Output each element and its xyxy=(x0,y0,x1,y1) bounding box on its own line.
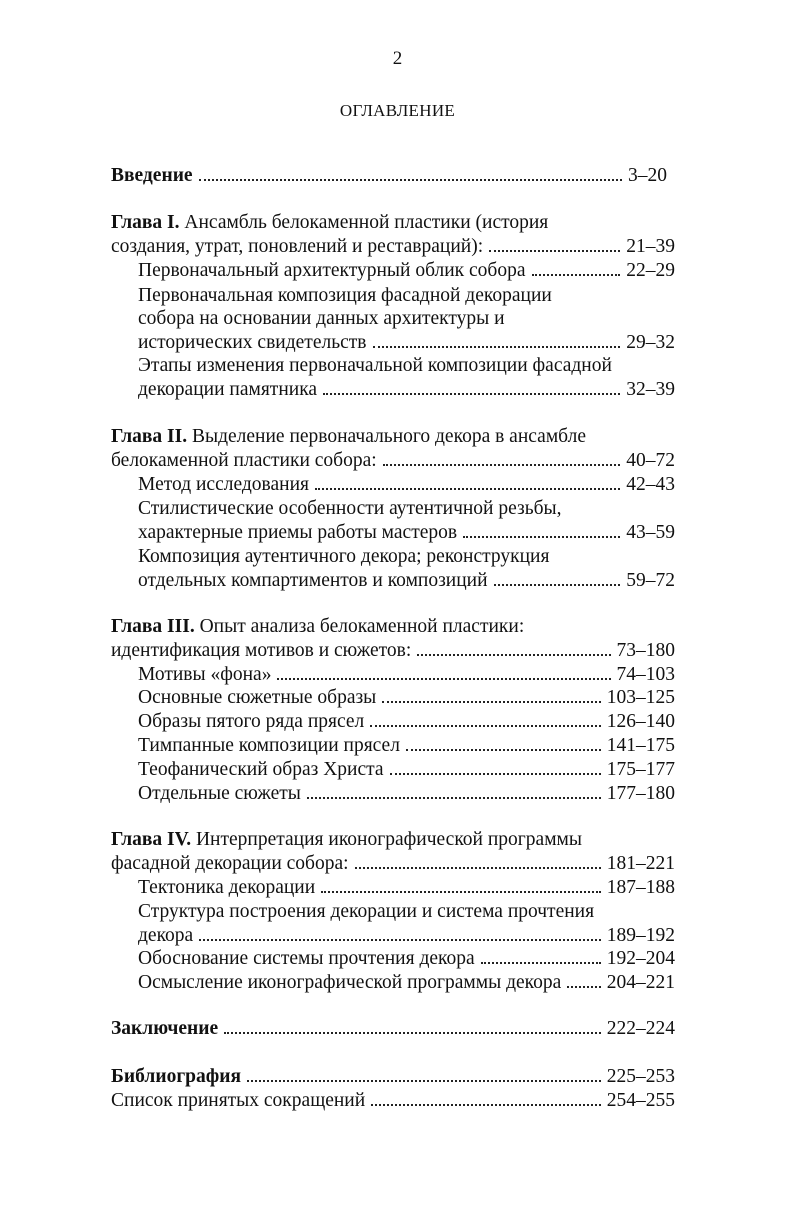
leader-dots xyxy=(481,962,601,964)
toc-ch2-s1-title: Метод исследования xyxy=(138,474,309,495)
toc-ch1-s3-line2 xyxy=(138,378,675,402)
toc-ch3-s5 xyxy=(138,758,675,782)
toc-ch3-s1-title: Мотивы «фона» xyxy=(138,664,272,685)
leader-dots xyxy=(373,346,621,348)
leader-dots xyxy=(417,654,610,656)
toc-ch1-line2 xyxy=(111,235,675,259)
leader-dots xyxy=(371,1104,601,1106)
page-title: ОГЛАВЛЕНИЕ xyxy=(339,101,456,120)
toc-ch2-label: Глава II. xyxy=(111,426,188,447)
leader-dots xyxy=(307,797,601,799)
toc-ch3-s2-pages: 103–125 xyxy=(606,687,675,708)
toc-ch1-s2-line2: собора на основании данных архитектуры и xyxy=(138,308,505,329)
toc-ch1-s2-title: исторических свидетельств xyxy=(138,332,367,353)
toc-ch1-s2-line1: Первоначальная композиция фасадной декорации xyxy=(138,285,552,306)
toc-ch2-s2-line2 xyxy=(138,521,675,545)
toc-ch3-pages: 73–180 xyxy=(616,640,675,661)
toc-ch3-s3 xyxy=(138,710,675,734)
toc-ch3-s6-title: Отдельные сюжеты xyxy=(138,783,301,804)
toc-ch2-s2-title: характерные приемы работы мастеров xyxy=(138,522,458,543)
leader-dots xyxy=(199,179,622,181)
toc-ch3-title-2: идентификация мотивов и сюжетов: xyxy=(111,640,412,661)
toc-ch3-s2-title: Основные сюжетные образы xyxy=(138,687,377,708)
toc-entry-conclusion xyxy=(111,1017,675,1041)
toc-ch1-s1-title: Первоначальный архитектурный облик собора xyxy=(138,260,526,281)
toc-ch2-title-1: Выделение первоначального декора в ансамбле xyxy=(191,426,586,447)
leader-dots xyxy=(247,1080,601,1082)
toc-ch2-pages: 40–72 xyxy=(626,450,675,471)
toc-ch3-line2 xyxy=(111,639,675,663)
toc-ch3-s3-title: Образы пятого ряда прясел xyxy=(138,711,365,732)
toc-ch2-s1 xyxy=(138,473,675,497)
leader-dots xyxy=(277,678,610,680)
toc-bibliography-label: Библиография xyxy=(111,1066,242,1087)
leader-dots xyxy=(224,1032,601,1034)
toc-ch3-s3-pages: 126–140 xyxy=(606,711,675,732)
toc-ch1-s2-pages: 29–32 xyxy=(626,332,675,353)
toc-ch4-s3-title: Обоснование системы прочтения декора xyxy=(138,948,475,969)
toc-ch1-title-2: создания, утрат, поновлений и реставраций): xyxy=(111,236,484,257)
toc-ch4-line2 xyxy=(111,852,675,876)
toc-ch4-s2-line1: Структура построения декорации и система прочтения xyxy=(138,901,595,922)
toc-ch2-line1 xyxy=(111,425,586,449)
toc-ch1-s1-pages: 22–29 xyxy=(626,260,675,281)
leader-dots xyxy=(390,773,601,775)
toc-intro-label: Введение xyxy=(111,165,193,186)
leader-dots xyxy=(355,867,601,869)
toc-ch3-s2 xyxy=(138,686,675,710)
toc-ch4-pages: 181–221 xyxy=(606,853,675,874)
leader-dots xyxy=(406,749,601,751)
toc-ch2-s3-title: отдельных компартиментов и композиций xyxy=(138,570,488,591)
toc-entry-bibliography xyxy=(111,1065,675,1089)
toc-ch2-s2-line1: Стилистические особенности аутентичной резьбы, xyxy=(138,498,562,519)
toc-conclusion-label: Заключение xyxy=(111,1018,219,1039)
toc-ch4-s2-pages: 189–192 xyxy=(606,925,675,946)
toc-abbreviations-label: Список принятых сокращений xyxy=(111,1090,366,1111)
leader-dots xyxy=(323,393,620,395)
toc-ch4-s4 xyxy=(138,971,675,995)
toc-ch2-s2-pages: 43–59 xyxy=(626,522,675,543)
toc-ch2-title-2: белокаменной пластики собора: xyxy=(111,450,377,471)
toc-ch3-s1-pages: 74–103 xyxy=(616,664,675,685)
toc-entry-abbreviations xyxy=(111,1089,675,1113)
toc-ch2-s1-pages: 42–43 xyxy=(626,474,675,495)
toc-ch4-label: Глава IV. xyxy=(111,829,192,850)
toc-ch4-s3 xyxy=(138,947,675,971)
toc-ch1-line1 xyxy=(111,211,548,235)
page-number: 2 xyxy=(392,48,403,69)
leader-dots xyxy=(199,939,601,941)
toc-ch4-s1 xyxy=(138,876,675,900)
leader-dots xyxy=(463,536,620,538)
leader-dots xyxy=(494,584,621,586)
toc-ch4-s4-pages: 204–221 xyxy=(606,972,675,993)
toc-ch4-s2-line2 xyxy=(138,924,675,948)
leader-dots xyxy=(370,725,601,727)
toc-ch1-pages: 21–39 xyxy=(626,236,675,257)
toc-entry-intro xyxy=(111,164,667,188)
toc-ch3-s4 xyxy=(138,734,675,758)
leader-dots xyxy=(567,986,600,988)
leader-dots xyxy=(315,488,620,490)
toc-ch4-title-1: Интерпретация иконографической программы xyxy=(195,829,582,850)
toc-ch3-s4-title: Тимпанные композиции прясел xyxy=(138,735,400,756)
toc-ch2-s3-line1: Композиция аутентичного декора; реконструкция xyxy=(138,546,550,567)
toc-ch2-s3-line2 xyxy=(138,569,675,593)
toc-ch1-title-1: Ансамбль белокаменной пластики (история xyxy=(184,212,549,233)
toc-ch4-s3-pages: 192–204 xyxy=(606,948,675,969)
leader-dots xyxy=(321,891,601,893)
toc-ch3-line1 xyxy=(111,615,524,639)
toc-ch3-s4-pages: 141–175 xyxy=(606,735,675,756)
toc-ch1-label: Глава I. xyxy=(111,212,180,233)
toc-ch3-title-1: Опыт анализа белокаменной пластики: xyxy=(199,616,525,637)
toc-ch3-s6 xyxy=(138,782,675,806)
toc-ch4-s1-pages: 187–188 xyxy=(606,877,675,898)
leader-dots xyxy=(489,250,620,252)
toc-ch1-s1 xyxy=(138,259,675,283)
toc-abbreviations-pages: 254–255 xyxy=(606,1090,675,1111)
leader-dots xyxy=(382,701,600,703)
toc-ch4-title-2: фасадной декорации собора: xyxy=(111,853,349,874)
toc-ch2-line2 xyxy=(111,449,675,473)
toc-ch1-s2-line3 xyxy=(138,331,675,355)
toc-ch1-s3-pages: 32–39 xyxy=(626,379,675,400)
toc-ch4-line1 xyxy=(111,828,582,852)
toc-ch3-s1 xyxy=(138,663,675,687)
toc-ch4-s1-title: Тектоника декорации xyxy=(138,877,316,898)
toc-conclusion-pages: 222–224 xyxy=(606,1018,675,1039)
leader-dots xyxy=(532,274,621,276)
toc-ch1-s3-line1: Этапы изменения первоначальной композиции фасадной xyxy=(138,355,612,376)
toc-ch3-s6-pages: 177–180 xyxy=(606,783,675,804)
toc-ch3-s5-pages: 175–177 xyxy=(606,759,675,780)
toc-ch1-s3-title: декорации памятника xyxy=(138,379,318,400)
leader-dots xyxy=(383,464,621,466)
toc-intro-pages: 3–20 xyxy=(628,165,667,186)
toc-ch4-s4-title: Осмысление иконографической программы декора xyxy=(138,972,562,993)
toc-ch3-label: Глава III. xyxy=(111,616,195,637)
toc-ch4-s2-title: декора xyxy=(138,925,194,946)
toc-ch3-s5-title: Теофанический образ Христа xyxy=(138,759,384,780)
toc-ch2-s3-pages: 59–72 xyxy=(626,570,675,591)
toc-bibliography-pages: 225–253 xyxy=(606,1066,675,1087)
